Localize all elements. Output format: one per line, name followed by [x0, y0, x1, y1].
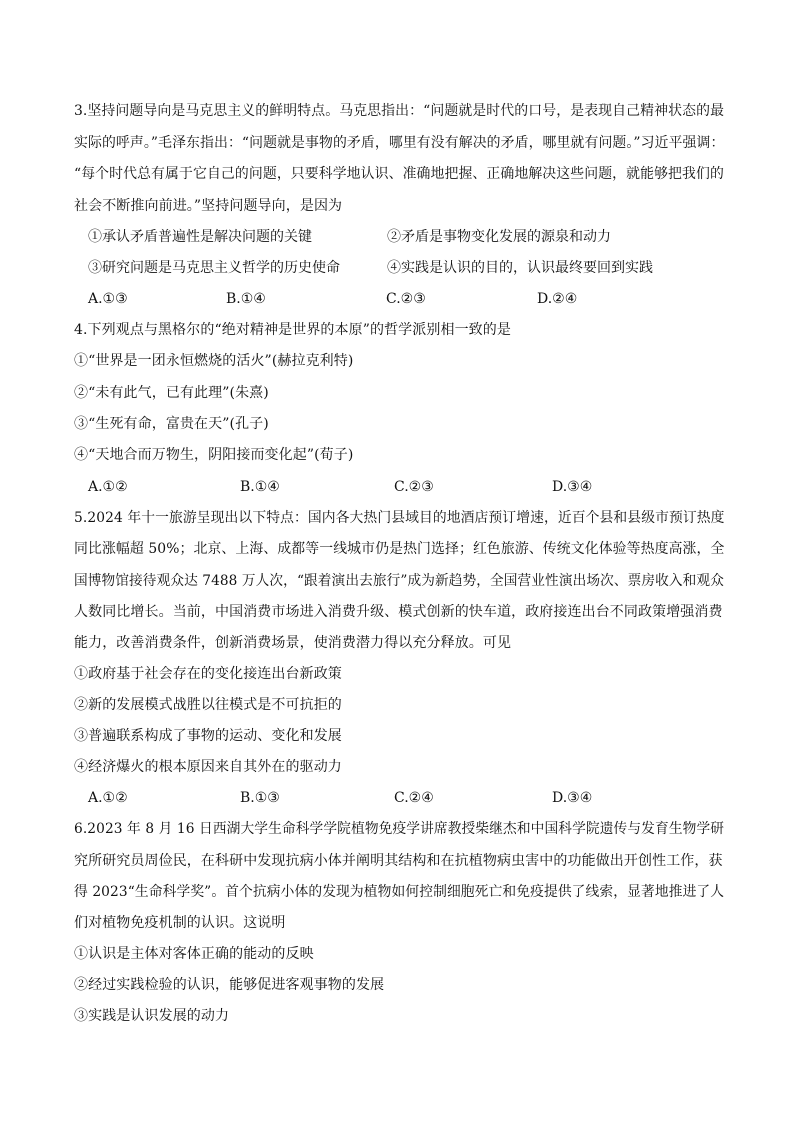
- q6-stem-line-4: 们对植物免疫机制的认识。这说明: [74, 915, 286, 931]
- q6-item-3: ③实践是认识发展的动力: [74, 1008, 230, 1024]
- q4-stem: 4.下列观点与黑格尔的“绝对精神是世界的本原”的哲学派别相一致的是: [74, 322, 511, 338]
- q3-item-4: ④实践是认识的目的，认识最终要回到实践: [387, 260, 653, 276]
- q5-stem-line-3: 国博物馆接待观众达 7488 万人次，“跟着演出去旅行”成为新趋势，全国营业性演出场次、票房收入和观众: [74, 573, 724, 589]
- q6-item-2: ②经过实践检验的认识，能够促进客观事物的发展: [74, 977, 385, 993]
- q5-choices: [0, 788, 794, 808]
- q4-choices: [0, 477, 794, 497]
- q5-choice-d[interactable]: D.③④: [552, 790, 593, 806]
- q3-choice-a[interactable]: A.①③: [88, 291, 128, 307]
- q5-item-1: ①政府基于社会存在的变化接连出台新政策: [74, 666, 342, 682]
- q5-choice-b[interactable]: B.①③: [240, 790, 280, 806]
- q5-stem-line-5: 能力，改善消费条件，创新消费场景，使消费潜力得以充分释放。可见: [74, 635, 512, 651]
- q3-item-3: ③研究问题是马克思主义哲学的历史使命: [88, 260, 340, 276]
- q3-choice-c[interactable]: C.②③: [386, 291, 426, 307]
- q4-item-2: ②“未有此气，已有此理”(朱熹): [74, 385, 269, 401]
- q4-choice-c[interactable]: C.②③: [394, 479, 434, 495]
- q4-item-3: ③“生死有命，富贵在天”(孔子): [74, 416, 269, 432]
- q3-item-1: ①承认矛盾普遍性是解决问题的关键: [88, 229, 312, 245]
- q5-choice-a[interactable]: A.①②: [88, 790, 128, 806]
- q3-stem-line-4: 社会不断推向前进。”坚持问题导向，是因为: [74, 198, 343, 214]
- q4-choice-a[interactable]: A.①②: [88, 479, 128, 495]
- q5-stem-line-4: 人数同比增长。当前，中国消费市场进入消费升级、模式创新的快车道，政府接连出台不同政策增强消费: [74, 604, 723, 620]
- q6-item-1: ①认识是主体对客体正确的能动的反映: [74, 946, 314, 962]
- q4-item-1: ①“世界是一团永恒燃烧的活火”(赫拉克利特): [74, 353, 354, 369]
- q3-item-2: ②矛盾是事物变化发展的源泉和动力: [387, 229, 611, 245]
- q3-items-row-1: [0, 227, 794, 247]
- q6-stem-line-1: 6.2023 年 8 月 16 日西湖大学生命科学学院植物免疫学讲席教授柴继杰和中国科学院遗传与发育生物学研: [74, 821, 724, 837]
- q5-stem-line-1: 5.2024 年十一旅游呈现出以下特点：国内各大热门县域目的地酒店预订增速，近百个县和县级市预订热度: [74, 510, 725, 526]
- q3-choice-d[interactable]: D.②④: [537, 291, 578, 307]
- q4-choice-d[interactable]: D.③④: [552, 479, 593, 495]
- q3-items-row-2: [0, 258, 794, 278]
- q5-choice-c[interactable]: C.②④: [394, 790, 434, 806]
- q5-item-4: ④经济爆火的根本原因来自其外在的驱动力: [74, 759, 342, 775]
- q3-stem-line-3: “每个时代总有属于它自己的问题，只要科学地认识、准确地把握、正确地解决这些问题，就能够把我们的: [74, 166, 724, 182]
- q6-stem-line-2: 究所研究员周俭民，在科研中发现抗病小体并阐明其结构和在抗植物病虫害中的功能做出开创性工作，获: [74, 853, 723, 869]
- q3-choice-b[interactable]: B.①④: [226, 291, 266, 307]
- q4-item-4: ④“天地合而万物生，阴阳接而变化起”(荀子): [74, 447, 354, 463]
- q6-stem-line-3: 得 2023“生命科学奖”。首个抗病小体的发现为植物如何控制细胞死亡和免疫提供了线索，显著地推进了人: [74, 884, 724, 900]
- q3-stem-line-1: 3.坚持问题导向是马克思主义的鲜明特点。马克思指出：“问题就是时代的口号，是表现自己精神状态的最: [74, 103, 724, 119]
- q4-choice-b[interactable]: B.①④: [240, 479, 280, 495]
- q5-item-2: ②新的发展模式战胜以往模式是不可抗拒的: [74, 697, 342, 713]
- q5-item-3: ③普遍联系构成了事物的运动、变化和发展: [74, 728, 342, 744]
- q5-stem-line-2: 同比涨幅超 50%；北京、上海、成都等一线城市仍是热门选择；红色旅游、传统文化体验等热度高涨，全: [74, 541, 725, 557]
- q3-choices: [0, 289, 794, 309]
- q3-stem-line-2: 实际的呼声。”毛泽东指出：“问题就是事物的矛盾，哪里有没有解决的矛盾，哪里就有问题。”习近平强调：: [74, 135, 725, 151]
